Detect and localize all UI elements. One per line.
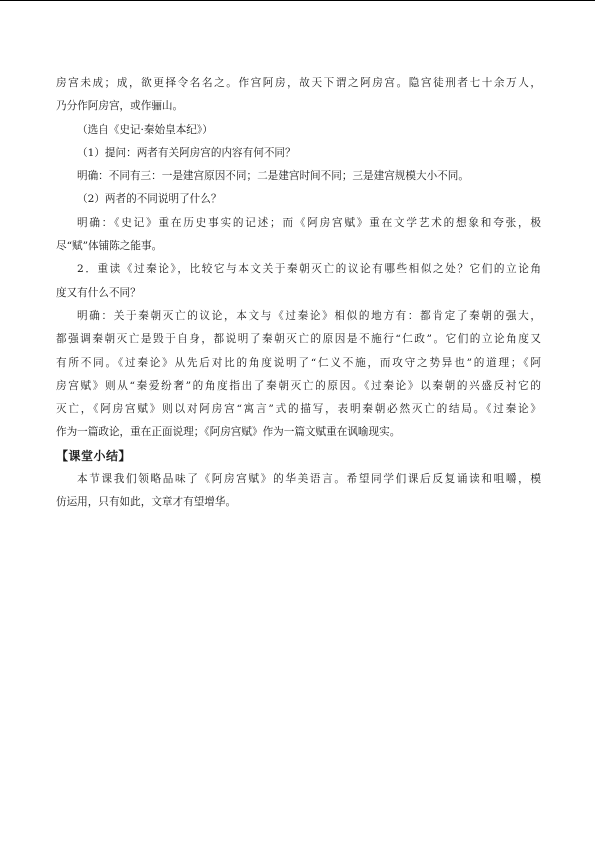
answer-3-line: 房宫赋》则从“秦爱纷奢”的角度指出了秦朝灭亡的原因。《过秦论》以秦朝的兴盛反衬它的 — [56, 379, 541, 392]
answer-3-line: 作为一篇政论，重在正面说理；《阿房宫赋》作为一篇文赋重在讽喻现实。 — [56, 426, 401, 439]
answer-2-line: 尽“赋”体铺陈之能事。 — [56, 240, 163, 253]
question-3-line: 度又有什么不同？ — [56, 286, 141, 299]
answer-3-line: 有所不同。《过秦论》从先后对比的角度说明了“仁义不施，而攻守之势异也”的道理；《阿 — [56, 356, 541, 369]
answer-3-line: 明确：关于秦朝灭亡的议论，本文与《过秦论》相似的地方有：都肯定了秦朝的强大， — [77, 309, 541, 322]
source-citation: （选自《史记·秦始皇本纪》） — [77, 123, 213, 136]
passage-line: 房宫未成；成，欲更择令名名之。作宫阿房，故天下谓之阿房宫。隐宫徒刑者七十余万人， — [56, 77, 541, 89]
question-1: （1）提问：两者有关阿房宫的内容有何不同？ — [77, 146, 296, 159]
passage-line: 乃分作阿房宫，或作骊山。 — [56, 100, 184, 113]
question-2: （2）两者的不同说明了什么？ — [77, 193, 222, 206]
answer-1: 明确：不同有三：一是建宫原因不同；二是建宫时间不同；三是建宫规模大小不同。 — [77, 170, 469, 183]
answer-3-line: 灭亡，《阿房宫赋》则以对阿房宫“寓言”式的描写，表明秦朝必然灭亡的结局。《过秦论》 — [56, 403, 541, 416]
section-heading-summary: 【课堂小结】 — [56, 448, 132, 463]
summary-line: 本节课我们领略品味了《阿房宫赋》的华美语言。希望同学们课后反复诵读和咀嚼，模 — [77, 473, 541, 486]
question-3-line: 2．重读《过秦论》，比较它与本文关于秦朝灭亡的议论有哪些相似之处？它们的立论角 — [77, 263, 541, 276]
answer-2-line: 明确：《史记》重在历史事实的记述；而《阿房宫赋》重在文学艺术的想象和夸张，极 — [77, 216, 541, 229]
answer-3-line: 都强调秦朝灭亡是毁于自身，都说明了秦朝灭亡的原因是不施行“仁政”。它们的立论角度又 — [56, 333, 541, 346]
document-body — [56, 72, 541, 515]
top-border-line — [0, 0, 595, 1]
summary-line: 仿运用，只有如此，文章才有望增华。 — [56, 496, 237, 509]
